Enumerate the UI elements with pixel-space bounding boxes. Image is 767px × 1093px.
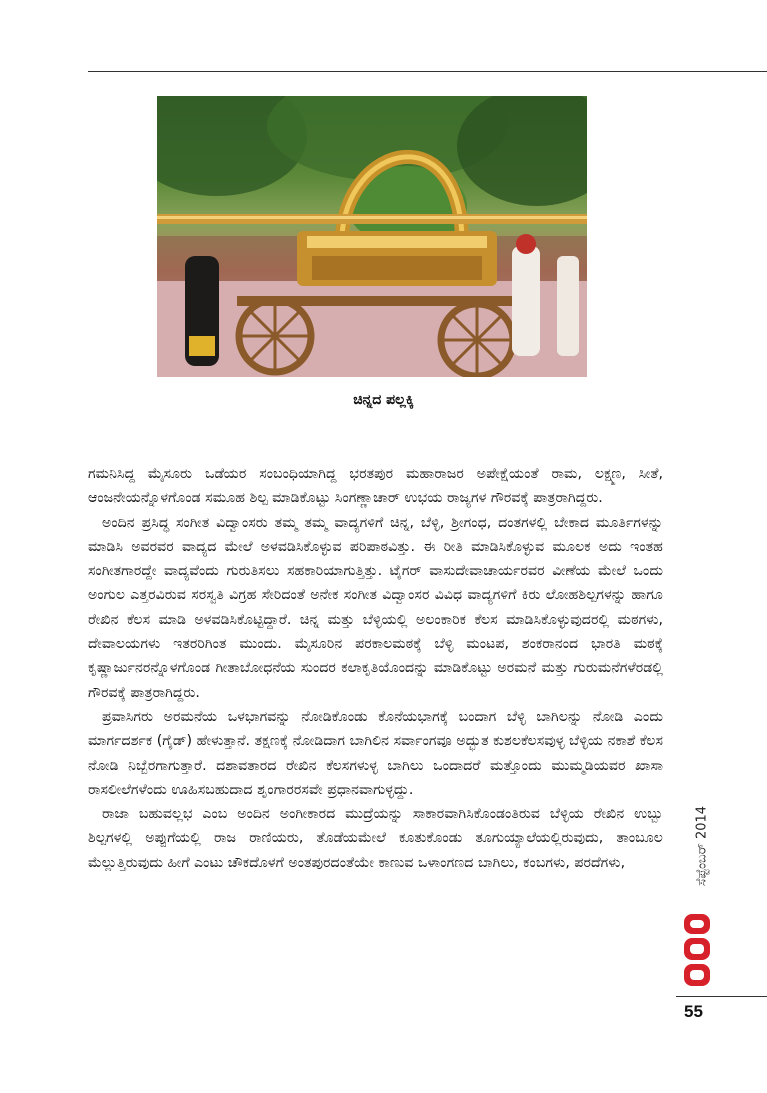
wheel-right (441, 304, 513, 376)
palanquin-illustration (157, 96, 587, 377)
wheel-left (239, 300, 311, 372)
issue-date-text: ಸೆಪ್ಟೆಂಬರ್ 2014 (694, 805, 710, 887)
mayura-logo-icon (680, 910, 716, 990)
magazine-logo (680, 910, 716, 990)
article-body (88, 462, 663, 875)
page-number: 55 (684, 1002, 703, 1021)
photo-caption: ಚಿನ್ನದ ಪಲ್ಲಕ್ಕಿ (353, 392, 414, 408)
paragraph-3: ಪ್ರವಾಸಿಗರು ಅರಮನೆಯ ಒಳಭಾಗವನ್ನು ನೋಡಿಕೊಂಡು ಕೊನೆಯಭಾಗಕ್ಕೆ ಬಂದಾಗ ಬೆಳ್ಳಿ ಬಾಗಿಲನ್ನು ನೋಡಿ ಎಂದು ಮಾರ್ಗದರ್ಶಕ (ಗೈಡ್) ಹೇಳುತ್ತಾನೆ. ತಕ್ಷಣಕ್ಕೆ ನೋಡಿದಾಗ ಬಾಗಿಲಿನ ಸರ್ವಾಂಗವೂ ಅದ್ಭುತ ಕುಶಲಕೆಲಸವುಳ್ಳ ಬೆಳ್ಳಿಯ ನಕಾಶೆ ಕೆಲಸ ನೋಡಿ ನಿಬ್ಬೆರಗಾಗುತ್ತಾರೆ. ದಶಾವತಾರದ ರೇಖಿನ ಕೆಲಸಗಳುಳ್ಳ ಬಾಗಿಲು ಒಂದಾದರೆ ಮತ್ತೊಂದು ಮುಮ್ಮಡಿಯವರ ಖಾಸಾ ರಾಸಲೀಲೆಗಳೆಂದು ಊಹಿಸಬಹುದಾದ ಶೃಂಗಾರರಸವೇ ಪ್ರಧಾನವಾಗುಳ್ಳದ್ದು. (88, 708, 663, 798)
bottom-divider (676, 996, 767, 997)
paragraph-1: ಗಮನಿಸಿದ್ದ ಮೈಸೂರು ಒಡೆಯರ ಸಂಬಂಧಿಯಾಗಿದ್ದ ಭರತಪುರ ಮಹಾರಾಜರ ಅಪೇಕ್ಷೆಯಂತೆ ರಾಮ, ಲಕ್ಷ್ಮಣ, ಸೀತೆ, ಆಂಜನೇಯನ್ನೊಳಗೊಂಡ ಸಮೂಹ ಶಿಲ್ಪ ಮಾಡಿಕೊಟ್ಟು ಸಿಂಗಣ್ಣಾಚಾರ್ ಉಭಯ ರಾಜ್ಯಗಳ ಗೌರವಕ್ಕೆ ಪಾತ್ರರಾಗಿದ್ದರು. (88, 466, 663, 507)
top-divider (88, 71, 767, 72)
issue-date (692, 786, 712, 906)
paragraph-2: ಅಂದಿನ ಪ್ರಸಿದ್ಧ ಸಂಗೀತ ವಿದ್ವಾಂಸರು ತಮ್ಮ ತಮ್ಮ ವಾದ್ಯಗಳಿಗೆ ಚಿನ್ನ, ಬೆಳ್ಳಿ, ಶ್ರೀಗಂಧ, ದಂತಗಳಲ್ಲಿ ಬೇಕಾದ ಮೂರ್ತಿಗಳನ್ನು ಮಾಡಿಸಿ ಅವರವರ ವಾದ್ಯದ ಮೇಲೆ ಅಳವಡಿಸಿಕೊಳ್ಳುವ ಪರಿಪಾಠವಿತ್ತು. ಈ ರೀತಿ ಮಾಡಿಸಿಕೊಳ್ಳುವ ಮೂಲಕ ಅದು ಇಂತಹ ಸಂಗೀತಗಾರದ್ದೇ ವಾದ್ಯವೆಂದು ಗುರುತಿಸಲು ಸಹಕಾರಿಯಾಗುತ್ತಿತ್ತು. ಟೈಗರ್ ವಾಸುದೇವಾಚಾರ್ಯರವರ ವೀಣೆಯ ಮೇಲೆ ಒಂದು ಅಂಗುಲ ಎತ್ತರವಿರುವ ಸರಸ್ವತಿ ವಿಗ್ರಹ ಸೇರಿದಂತೆ ಅನೇಕ ಸಂಗೀತ ವಿದ್ವಾಂಸರ ವಿವಿಧ ವಾದ್ಯಗಳಿಗೆ ಕಿರು ಲೋಹಶಿಲ್ಪಗಳನ್ನು ಹಾಗೂ ರೇಖಿನ ಕೆಲಸ ಮಾಡಿ ಅಳವಡಿಸಿಕೊಟ್ಟಿದ್ದಾರೆ. ಚಿನ್ನ ಮತ್ತು ಬೆಳ್ಳಿಯಲ್ಲಿ ಅಲಂಕಾರಿಕ ಕೆಲಸ ಮಾಡಿಸಿಕೊಳ್ಳುವುದರಲ್ಲಿ ಮಠಗಳು, ದೇವಾಲಯಗಳು ಇತರರಿಗಿಂತ ಮುಂದು. ಮೈಸೂರಿನ ಪರಕಾಲಮಠಕ್ಕೆ ಬೆಳ್ಳಿ ಮಂಟಪ, ಶಂಕರಾನಂದ ಭಾರತಿ ಮಠಕ್ಕೆ ಕೃಷ್ಣಾರ್ಜುನರನ್ನೊಳಗೊಂಡ ಗೀತಾಬೋಧನೆಯ ಸುಂದರ ಕಲಾಕೃತಿಯೊಂದನ್ನು ಮಾಡಿಕೊಟ್ಟು ಅರಮನೆ ಮತ್ತು ಗುರುಮನೆಗಳೆರಡಲ್ಲಿ ಗೌರವಕ್ಕೆ ಪಾತ್ರರಾಗಿದ್ದರು. (88, 514, 663, 701)
palanquin-photo (157, 96, 587, 377)
paragraph-4: ರಾಜಾ ಬಹುವಲ್ಲಭ ಎಂಬ ಅಂದಿನ ಅಂಗೀಕಾರದ ಮುದ್ರೆಯನ್ನು ಸಾಕಾರವಾಗಿಸಿಕೊಂಡಂತಿರುವ ಬೆಳ್ಳಿಯ ರೇಖಿನ ಉಬ್ಬು ಶಿಲ್ಪಗಳಲ್ಲಿ ಅಪ್ಪುಗೆಯಲ್ಲಿ ರಾಜ ರಾಣಿಯರು, ತೊಡೆಯಮೇಲೆ ಕೂತುಕೊಂಡು ತೂಗುಯ್ಯಾಲೆಯಲ್ಲಿರುವುದು, ತಾಂಬೂಲ ಮೆಲ್ಲುತ್ತಿರುವುದು ಹೀಗೆ ಎಂಟು ಚೌಕದೊಳಗೆ ಅಂತಪುರದಂತೆಯೇ ಕಾಣುವ ಒಳಾಂಗಣದ ಬಾಗಿಲು, ಕಂಬಗಳು, ಪರದೆಗಳು, (88, 806, 663, 871)
